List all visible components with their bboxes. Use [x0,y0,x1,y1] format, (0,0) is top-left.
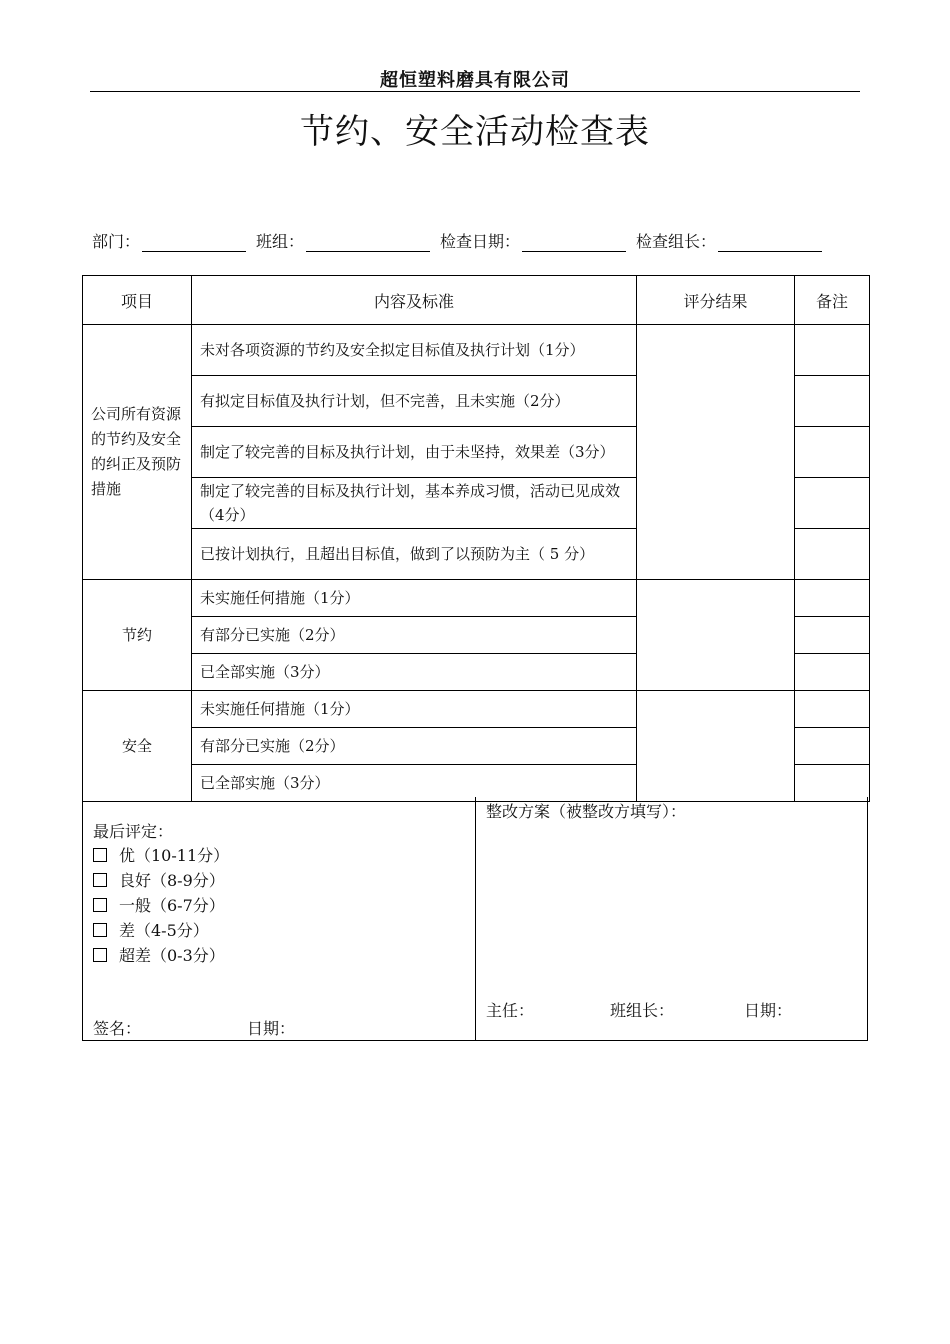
dept-field[interactable] [142,233,246,252]
checkbox-icon[interactable] [93,948,107,962]
criteria-cell: 未实施任何措施（1分） [192,580,637,617]
signature-date-label: 日期： [247,1019,296,1038]
checkbox-icon[interactable] [93,848,107,862]
rectification-plan-label: 整改方案（被整改方填写）： [486,802,687,821]
header-score: 评分结果 [637,276,795,325]
table-row [83,691,870,728]
score-cell[interactable] [637,691,795,802]
header-rule [90,91,860,92]
option-poor[interactable] [93,918,209,941]
remark-cell[interactable] [795,529,870,580]
dept-label: 部门： [92,232,141,251]
criteria-cell: 有部分已实施（2分） [192,617,637,654]
score-cell[interactable] [637,580,795,691]
team-leader-label: 班组长： [610,1001,675,1020]
category-safety: 安全 [83,691,192,802]
option-label: 一般（6-7分） [119,896,225,915]
remark-cell[interactable] [795,765,870,802]
criteria-cell: 未实施任何措施（1分） [192,691,637,728]
table-row [83,580,870,617]
criteria-cell: 已全部实施（3分） [192,765,637,802]
category-saving: 节约 [83,580,192,691]
remark-cell[interactable] [795,478,870,529]
remark-cell[interactable] [795,691,870,728]
header-criteria: 内容及标准 [192,276,637,325]
option-average[interactable] [93,893,225,916]
page-title: 节约、安全活动检查表 [300,112,650,152]
criteria-cell: 有拟定目标值及执行计划，但不完善，且未实施（2分） [192,376,637,427]
date-label: 检查日期： [440,232,521,251]
remark-cell[interactable] [795,728,870,765]
summary-section [82,797,868,1041]
option-label: 优（10-11分） [119,846,230,865]
criteria-cell: 已全部实施（3分） [192,654,637,691]
remark-cell[interactable] [795,580,870,617]
table-header-row [83,276,870,325]
table-row [83,325,870,376]
rectification-date-label: 日期： [744,1001,793,1020]
info-row [92,226,862,252]
remark-cell[interactable] [795,654,870,691]
company-name: 超恒塑料磨具有限公司 [380,70,570,91]
option-excellent[interactable] [93,843,229,866]
checkbox-icon[interactable] [93,873,107,887]
director-label: 主任： [486,1001,535,1020]
option-good[interactable] [93,868,225,891]
remark-cell[interactable] [795,376,870,427]
date-field[interactable] [522,233,626,252]
summary-divider [475,797,476,1040]
score-cell[interactable] [637,325,795,580]
team-field[interactable] [306,233,430,252]
remark-cell[interactable] [795,427,870,478]
remark-cell[interactable] [795,617,870,654]
checkbox-icon[interactable] [93,898,107,912]
criteria-cell: 制定了较完善的目标及执行计划，由于未坚持，效果差（3分） [192,427,637,478]
criteria-cell: 已按计划执行，且超出目标值，做到了以预防为主（ 5 分） [192,529,637,580]
remark-cell[interactable] [795,325,870,376]
option-label: 良好（8-9分） [119,871,225,890]
option-label: 差（4-5分） [119,921,209,940]
leader-label: 检查组长： [636,232,717,251]
header-item: 项目 [83,276,192,325]
team-label: 班组： [256,232,305,251]
option-very-poor[interactable] [93,943,225,966]
leader-field[interactable] [718,233,822,252]
option-label: 超差（0-3分） [119,946,225,965]
criteria-cell: 未对各项资源的节约及安全拟定目标值及执行计划（1分） [192,325,637,376]
criteria-cell: 制定了较完善的目标及执行计划，基本养成习惯，活动已见成效（4分） [192,478,637,529]
header-remark: 备注 [795,276,870,325]
category-resources: 公司所有资源的节约及安全的纠正及预防措施 [83,325,192,580]
criteria-cell: 有部分已实施（2分） [192,728,637,765]
signature-label: 签名： [93,1019,142,1038]
final-evaluation-label: 最后评定： [93,822,174,841]
inspection-table [82,275,870,802]
checkbox-icon[interactable] [93,923,107,937]
